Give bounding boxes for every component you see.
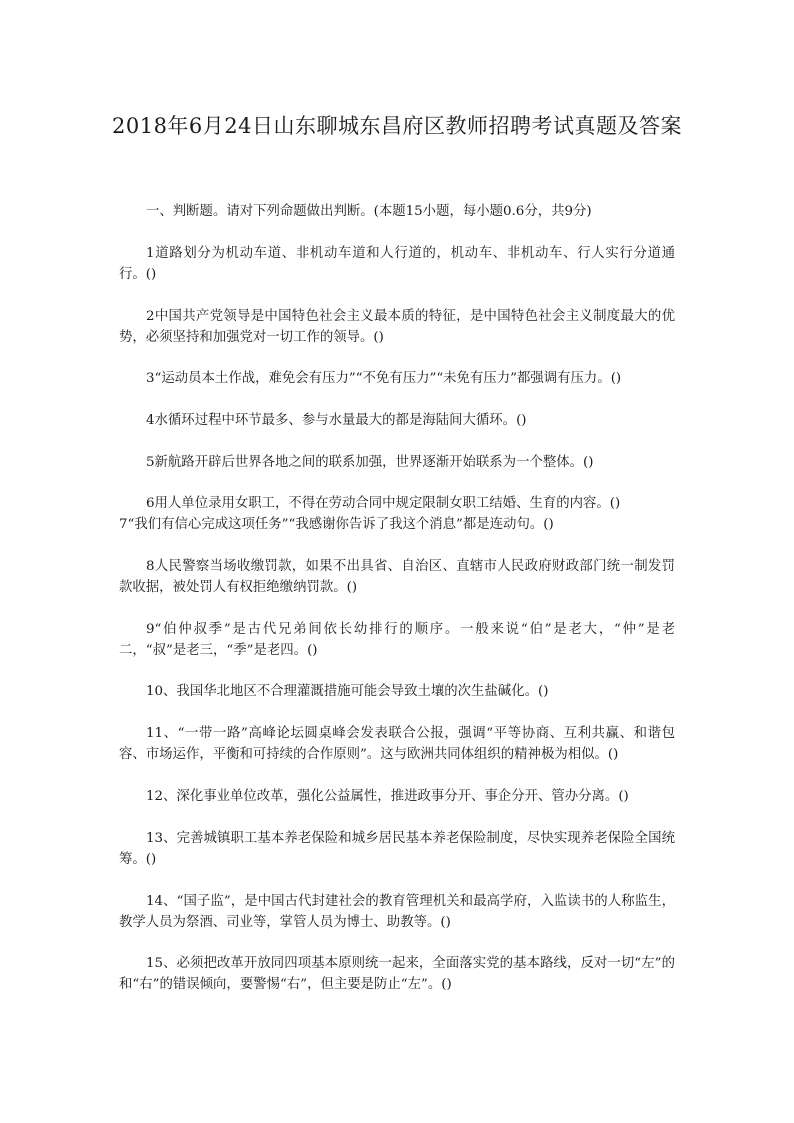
section-heading: 一、判断题。请对下列命题做出判断。(本题15小题，每小题0.6分，共9分) [146, 204, 592, 219]
question-6: 6用人单位录用女职工，不得在劳动合同中规定限制女职工结婚、生育的内容。() [146, 496, 621, 511]
question-3: 3“运动员本土作战，难免会有压力”“不免有压力”“未免有压力”都强调有压力。() [146, 371, 622, 386]
document-title: 2018年6月24日山东聊城东昌府区教师招聘考试真题及答案 [111, 114, 683, 138]
question-10: 10、我国华北地区不合理灌溉措施可能会导致土壤的次生盐碱化。() [146, 684, 549, 699]
question-14: 14、“国子监”，是中国古代封建社会的教育管理机关和最高学府，入监读书的人称监生，教学人员为祭酒、司业等，掌管人员为博士、助教等。() [119, 894, 675, 930]
question-1: 1道路划分为机动车道、非机动车道和人行道的，机动车、非机动车、行人实行分道通行。() [119, 246, 675, 282]
question-5: 5新航路开辟后世界各地之间的联系加强，世界逐渐开始联系为一个整体。() [146, 455, 594, 470]
question-12: 12、深化事业单位改革，强化公益属性，推进政事分开、事企分开、管办分离。() [146, 789, 629, 804]
question-4: 4水循环过程中环节最多、参与水量最大的都是海陆间大循环。() [146, 413, 527, 428]
question-2: 2中国共产党领导是中国特色社会主义最本质的特征，是中国特色社会主义制度最大的优势，必须坚持和加强党对一切工作的领导。() [119, 309, 675, 345]
question-8: 8人民警察当场收缴罚款，如果不出具省、自治区、直辖市人民政府财政部门统一制发罚款收据，被处罚人有权拒绝缴纳罚款。() [119, 559, 675, 595]
question-9: 9“伯仲叔季”是古代兄弟间依长幼排行的顺序。一般来说“伯”是老大，“仲”是老二，“叔”是老三，“季”是老四。() [119, 622, 675, 658]
question-11: 11、“一带一路”高峰论坛圆桌峰会发表联合公报，强调“平等协商、互利共赢、和谐包容、市场运作，平衡和可持续的合作原则”。这与欧洲共同体组织的精神极为相似。() [119, 726, 675, 762]
question-7: 7“我们有信心完成这项任务”“我感谢你告诉了我这个消息”都是连动句。() [119, 517, 554, 532]
question-13: 13、完善城镇职工基本养老保险和城乡居民基本养老保险制度，尽快实现养老保险全国统筹。() [119, 831, 675, 867]
question-15: 15、必须把改革开放同四项基本原则统一起来，全面落实党的基本路线，反对一切“左”的和“右”的错误倾向，要警惕“右”，但主要是防止“左”。() [119, 956, 675, 992]
